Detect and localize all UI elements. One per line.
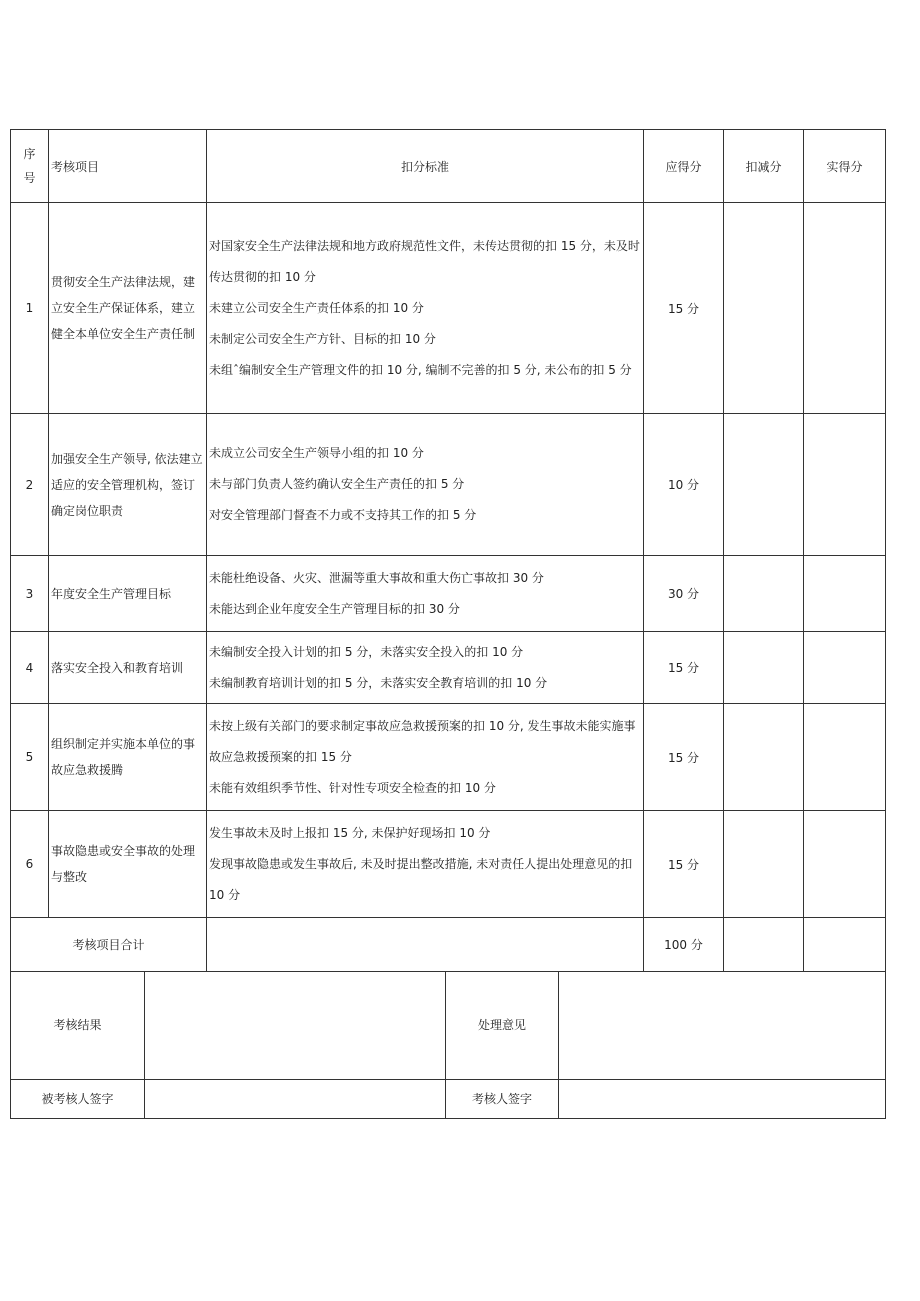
row-due-score: 30 分 xyxy=(644,556,724,632)
header-seq: 序 号 xyxy=(11,130,49,203)
criteria-line: 未编制教育培训计划的扣 5 分，未落实安全教育培训的扣 10 分 xyxy=(209,675,548,690)
examiner-sign-field[interactable] xyxy=(559,1079,886,1118)
result-row xyxy=(11,971,886,1079)
total-deduct-score[interactable] xyxy=(724,918,804,972)
table-row xyxy=(11,811,886,918)
examinee-sign-label: 被考核人签字 xyxy=(11,1079,145,1118)
header-actual-score: 实得分 xyxy=(804,130,886,203)
criteria-line: 发生事故未及时上报扣 15 分, 未保护好现场扣 10 分 xyxy=(209,825,491,840)
criteria-line: 未能杜绝设备、火灾、泄漏等重大事故和重大伤亡事故扣 30 分 xyxy=(209,570,544,585)
total-row xyxy=(11,918,886,972)
row-item: 事故隐患或安全事故的处理与整改 xyxy=(49,811,207,918)
criteria-line: 未按上级有关部门的要求制定事故应急救援预案的扣 10 分, 发生事故未能实施事故应急救援预案的扣 15 分 xyxy=(209,718,636,764)
criteria-line: 未组ˆ编制安全生产管理文件的扣 10 分, 编制不完善的扣 5 分, 未公布的扣 5 分 xyxy=(209,362,632,377)
row-actual-score[interactable] xyxy=(804,556,886,632)
opinion-field[interactable] xyxy=(559,971,886,1079)
row-deduct-score[interactable] xyxy=(724,632,804,704)
row-actual-score[interactable] xyxy=(804,414,886,556)
examiner-sign-label: 考核人签字 xyxy=(446,1079,559,1118)
row-item: 年度安全生产管理目标 xyxy=(49,556,207,632)
total-actual-score[interactable] xyxy=(804,918,886,972)
criteria-line: 未与部门负责人签约确认安全生产责任的扣 5 分 xyxy=(209,477,465,491)
criteria-line: 发现事故隐患或发生事故后, 未及时提出整改措施, 未对责任人提出处理意见的扣 10 分 xyxy=(209,856,637,902)
table-row xyxy=(11,632,886,704)
criteria-line: 未制定公司安全生产方针、目标的扣 10 分 xyxy=(209,331,436,346)
row-item: 落实安全投入和教育培训 xyxy=(49,632,207,704)
total-label: 考核项目合计 xyxy=(11,918,207,972)
row-deduct-score[interactable] xyxy=(724,203,804,414)
row-deduct-score[interactable] xyxy=(724,704,804,811)
row-seq: 4 xyxy=(11,632,49,704)
row-item: 贯彻安全生产法律法规，建立安全生产保证体系，建立健全本单位安全生产责任制 xyxy=(49,203,207,414)
criteria-line: 对安全管理部门督查不力或不支持其工作的扣 5 分 xyxy=(209,508,477,522)
assessment-table xyxy=(10,129,886,972)
criteria-line: 未建立公司安全生产责任体系的扣 10 分 xyxy=(209,300,424,315)
header-criteria: 扣分标准 xyxy=(207,130,644,203)
row-actual-score[interactable] xyxy=(804,704,886,811)
signature-table xyxy=(10,971,886,1119)
row-seq: 6 xyxy=(11,811,49,918)
row-seq: 1 xyxy=(11,203,49,414)
row-criteria xyxy=(207,632,644,704)
opinion-label: 处理意见 xyxy=(446,971,559,1079)
table-row xyxy=(11,556,886,632)
row-seq: 5 xyxy=(11,704,49,811)
total-criteria-empty xyxy=(207,918,644,972)
row-due-score: 15 分 xyxy=(644,632,724,704)
row-deduct-score[interactable] xyxy=(724,556,804,632)
row-criteria xyxy=(207,414,644,556)
result-label: 考核结果 xyxy=(11,971,145,1079)
row-item: 加强安全生产领导, 依法建立适应的安全管理机构，签订确定岗位职责 xyxy=(49,414,207,556)
row-actual-score[interactable] xyxy=(804,203,886,414)
row-due-score: 15 分 xyxy=(644,704,724,811)
row-deduct-score[interactable] xyxy=(724,811,804,918)
table-row xyxy=(11,704,886,811)
row-due-score: 15 分 xyxy=(644,811,724,918)
header-item: 考核项目 xyxy=(49,130,207,203)
criteria-line: 未能达到企业年度安全生产管理目标的扣 30 分 xyxy=(209,601,460,616)
row-seq: 2 xyxy=(11,414,49,556)
header-deduct-score: 扣减分 xyxy=(724,130,804,203)
row-due-score: 15 分 xyxy=(644,203,724,414)
criteria-line: 未能有效组织季节性、针对性专项安全检查的扣 10 分 xyxy=(209,780,496,795)
row-criteria xyxy=(207,811,644,918)
result-field[interactable] xyxy=(145,971,446,1079)
total-score: 100 分 xyxy=(644,918,724,972)
table-row xyxy=(11,203,886,414)
criteria-line: 未编制安全投入计划的扣 5 分，未落实安全投入的扣 10 分 xyxy=(209,644,524,659)
examinee-sign-field[interactable] xyxy=(145,1079,446,1118)
row-criteria xyxy=(207,704,644,811)
row-criteria xyxy=(207,556,644,632)
row-actual-score[interactable] xyxy=(804,811,886,918)
row-actual-score[interactable] xyxy=(804,632,886,704)
signature-row xyxy=(11,1079,886,1118)
row-due-score: 10 分 xyxy=(644,414,724,556)
header-row xyxy=(11,130,886,203)
row-criteria xyxy=(207,203,644,414)
row-item: 组织制定并实施本单位的事故应急救援腾 xyxy=(49,704,207,811)
criteria-line: 对国家安全生产法律法规和地方政府规范性文件，未传达贯彻的扣 15 分，未及时传达贯彻的扣 10 分 xyxy=(209,238,640,284)
row-seq: 3 xyxy=(11,556,49,632)
criteria-line: 未成立公司安全生产领导小组的扣 10 分 xyxy=(209,446,424,460)
row-deduct-score[interactable] xyxy=(724,414,804,556)
header-due-score: 应得分 xyxy=(644,130,724,203)
table-row xyxy=(11,414,886,556)
